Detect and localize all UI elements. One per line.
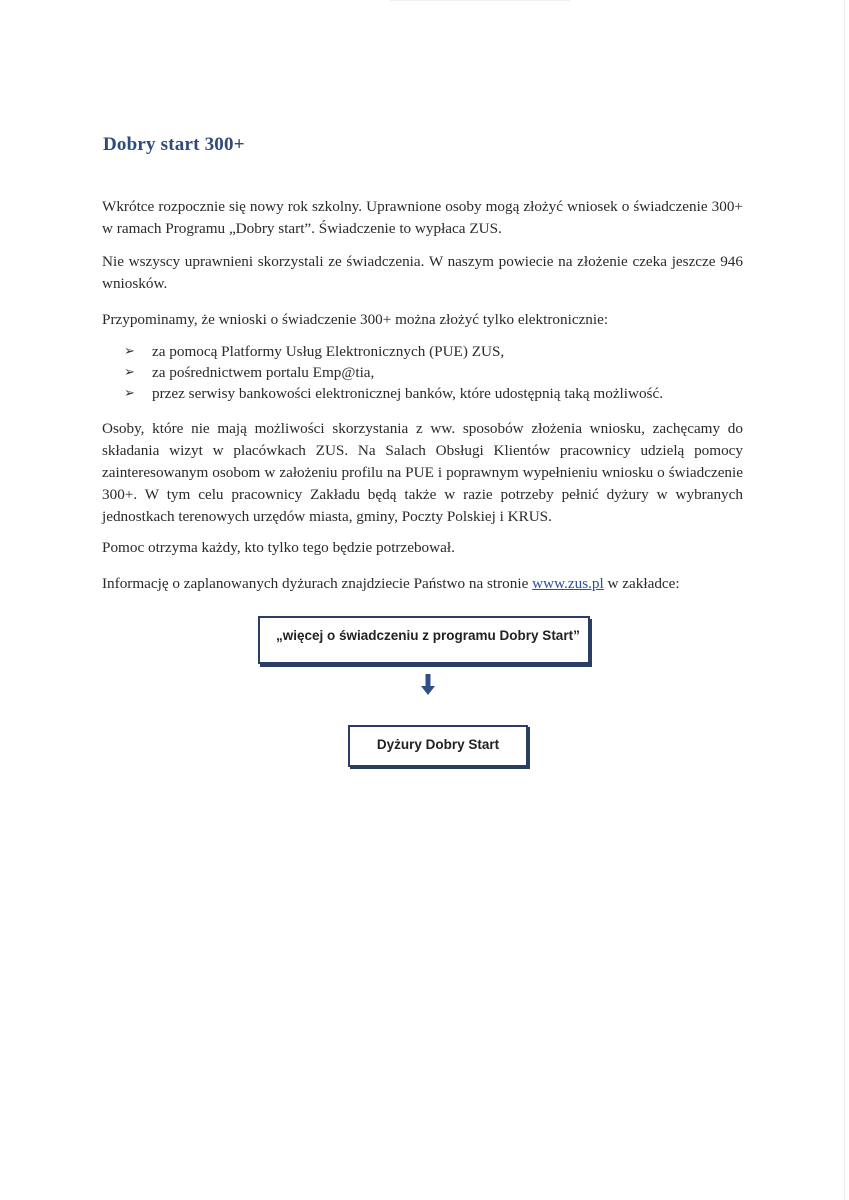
- paragraph-help-everyone: Pomoc otrzyma każdy, kto tylko tego będzie potrzebował.: [102, 539, 455, 556]
- schedule-info-suffix: w zakładce:: [607, 575, 680, 592]
- arrowhead-bullet-icon: ➢: [124, 386, 135, 401]
- zus-website-link[interactable]: www.zus.pl: [532, 575, 604, 592]
- paragraph-assistance: Osoby, które nie mają możliwości skorzystania z ww. sposobów złożenia wniosku, zachęcamy do składania wizyt w placówkach ZUS. Na Salach Obsługi Klientów pracownicy udzielą pomocy zainteresowanym osobom w założeniu profilu na PUE i poprawnym wypełnieniu wniosku o świadczenie 300+. W tym celu pracownicy Zakładu będą także w razie potrzeby pełnić dyżury w wybranych jednostkach terenowych urzędów miasta, gminy, Poczty Polskiej i KRUS.: [102, 420, 743, 525]
- schedule-info-text: Informację o zaplanowanych dyżurach znajdziecie Państwo na stronie: [102, 575, 529, 592]
- page-top-edge: [390, 0, 570, 1]
- paragraph-schedule-info: [102, 573, 743, 595]
- list-item: [124, 342, 663, 362]
- paragraph-intro: Wkrótce rozpocznie się nowy rok szkolny. Uprawnione osoby mogą złożyć wniosek o świadczenie 300+ w ramach Programu „Dobry start”. Świadczenie to wypłaca ZUS.: [102, 198, 743, 237]
- list-item-text: za pomocą Platformy Usług Elektronicznych (PUE) ZUS,: [152, 343, 505, 360]
- paragraph-electronic-only: Przypominamy, że wnioski o świadczenie 300+ można złożyć tylko elektronicznie:: [102, 311, 609, 328]
- arrowhead-bullet-icon: ➢: [124, 365, 135, 380]
- page-right-edge: [844, 0, 845, 1200]
- paragraph-pending-applications: Nie wszyscy uprawnieni skorzystali ze świadczenia. W naszym powiecie na złożenie czeka jeszcze 946 wniosków.: [102, 253, 743, 292]
- more-info-box: „więcej o świadczeniu z programu Dobry Start”: [258, 616, 590, 664]
- down-arrow-icon: [418, 674, 438, 696]
- duty-schedule-box: Dyżury Dobry Start: [348, 725, 528, 767]
- document-title: Dobry start 300+: [103, 134, 245, 155]
- list-item: [124, 363, 663, 383]
- list-item-text: przez serwisy bankowości elektronicznej banków, które udostępnią taką możliwość.: [152, 385, 664, 402]
- arrowhead-bullet-icon: ➢: [124, 344, 135, 359]
- list-item-text: za pośrednictwem portalu Emp@tia,: [152, 364, 375, 381]
- submission-methods-list: [124, 342, 663, 405]
- list-item: [124, 384, 663, 404]
